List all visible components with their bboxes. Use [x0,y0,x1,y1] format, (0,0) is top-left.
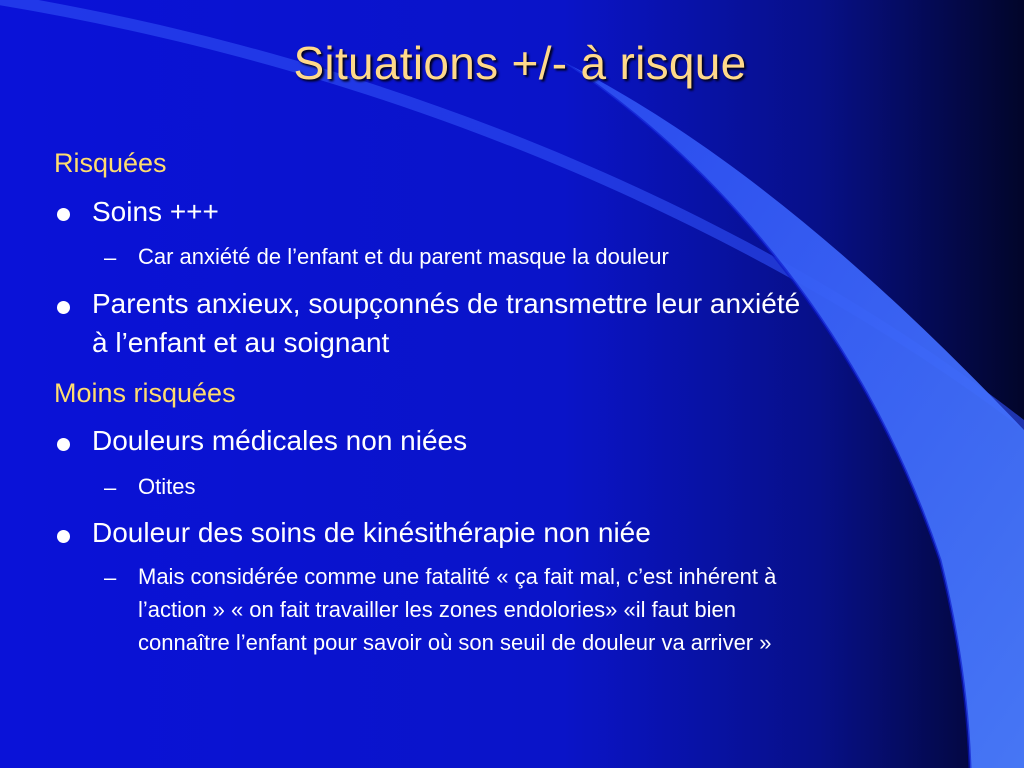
subitem-anxiete: Car anxiété de l’enfant et du parent masque la douleur [138,244,669,269]
bullet-icon [57,438,70,451]
slide-title: Situations +/- à risque [293,37,747,89]
bullet-icon [57,208,70,221]
list-item-douleurs-medicales: Douleurs médicales non niées [92,425,468,456]
subitem-fatalite-line-2: l’action » « on fait travailler les zones endolories» «il faut bien [138,597,737,622]
bullet-icon [57,530,70,543]
subitem-fatalite-line-1: Mais considérée comme une fatalité « ça fait mal, c’est inhérent à [138,564,777,589]
section-heading-risquees: Risquées [54,148,167,178]
section-heading-moins-risquees: Moins risquées [54,378,236,408]
list-item-kinesitherapie: Douleur des soins de kinésithérapie non niée [92,517,651,548]
subitem-fatalite-line-3: connaître l’enfant pour savoir où son seuil de douleur va arriver » [138,630,772,655]
dash-icon: – [104,565,117,590]
bullet-icon [57,301,70,314]
list-item-parents-line-2: à l’enfant et au soignant [92,327,390,358]
dash-icon: – [104,245,117,270]
list-item-parents-line-1: Parents anxieux, soupçonnés de transmettre leur anxiété [92,288,801,319]
list-item-soins: Soins +++ [92,196,219,227]
dash-icon: – [104,475,117,500]
subitem-otites: Otites [138,474,196,499]
